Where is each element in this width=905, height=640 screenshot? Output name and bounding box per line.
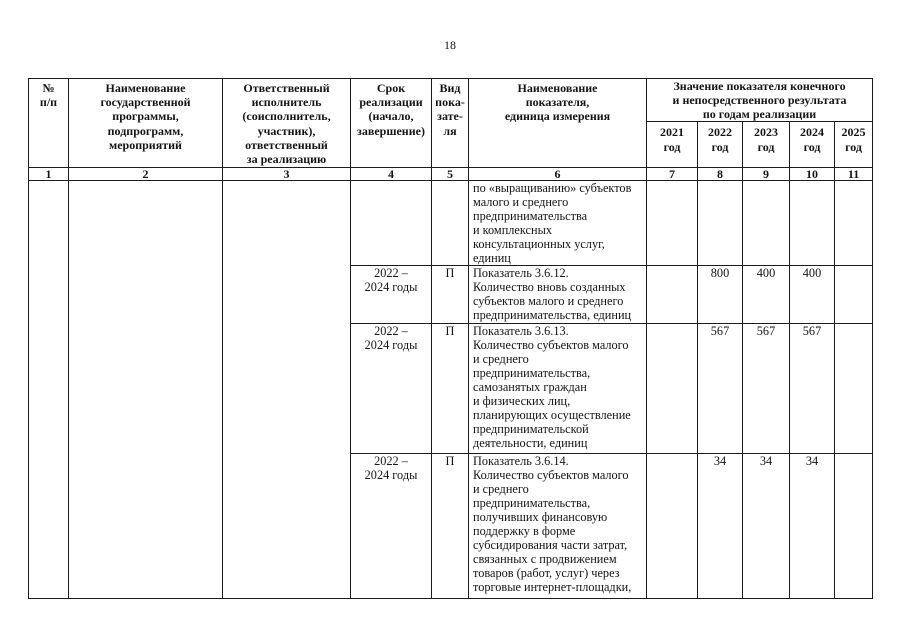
header-responsible-executor: Ответственный исполнитель (соисполнитель, участник), ответственный за реализацию — [223, 79, 351, 168]
column-number: 8 — [698, 168, 743, 181]
header-year-cell: 2025 год — [835, 122, 873, 168]
cell-indicator-type: П — [432, 324, 469, 454]
header-year-cell: 2023 год — [743, 122, 790, 168]
cell-value-year: 34 — [698, 454, 743, 599]
column-number: 10 — [790, 168, 835, 181]
cell-value-year — [743, 181, 790, 266]
cell-value-year: 400 — [790, 266, 835, 324]
header-implementation-period: Срок реализации (начало, завершение) — [351, 79, 432, 168]
column-number: 3 — [223, 168, 351, 181]
cell-indicator-name: Показатель 3.6.13. Количество субъектов малого и среднего предпринимательства, самозанятых граждан и физических лиц, планирующих осуществление предпринимательской деятельности, единиц — [469, 324, 647, 454]
cell-indicator-name: Показатель 3.6.14. Количество субъектов малого и среднего предпринимательства, получивших финансовую поддержку в форме субсидирования части затрат, связанных с продвижением товаров (работ, услуг) через торговые интернет-площадки, — [469, 454, 647, 599]
cell-value-year: 34 — [790, 454, 835, 599]
table-row — [29, 181, 873, 266]
cell-value-year — [647, 454, 698, 599]
cell-program-name — [69, 181, 223, 599]
column-number: 2 — [69, 168, 223, 181]
cell-implementation-period — [351, 181, 432, 266]
column-number: 4 — [351, 168, 432, 181]
cell-value-year — [698, 181, 743, 266]
column-numbers-row — [29, 168, 873, 181]
cell-value-year — [647, 266, 698, 324]
cell-value-year: 400 — [743, 266, 790, 324]
cell-value-year — [647, 324, 698, 454]
header-indicator-name: Наименование показателя, единица измерения — [469, 79, 647, 168]
column-number: 7 — [647, 168, 698, 181]
header-year-cell: 2024 год — [790, 122, 835, 168]
cell-implementation-period: 2022 – 2024 годы — [351, 266, 432, 324]
cell-value-year — [835, 324, 873, 454]
header-year-cell: 2022 год — [698, 122, 743, 168]
cell-responsible-executor — [223, 181, 351, 599]
cell-indicator-name: Показатель 3.6.12. Количество вновь созданных субъектов малого и среднего предпринимательства, единиц — [469, 266, 647, 324]
cell-indicator-type: П — [432, 454, 469, 599]
cell-value-year — [790, 181, 835, 266]
cell-value-year — [835, 266, 873, 324]
cell-indicator-type — [432, 181, 469, 266]
cell-indicator-type: П — [432, 266, 469, 324]
cell-indicator-name: по «выращиванию» субъектов малого и среднего предпринимательства и комплексных консультационных услуг, единиц — [469, 181, 647, 266]
header-indicator-type: Вид пока- зате- ля — [432, 79, 469, 168]
column-number: 9 — [743, 168, 790, 181]
cell-value-year: 34 — [743, 454, 790, 599]
cell-implementation-period: 2022 – 2024 годы — [351, 454, 432, 599]
header-program-name: Наименование государственной программы, подпрограмм, мероприятий — [69, 79, 223, 168]
column-number: 11 — [835, 168, 873, 181]
cell-row-number — [29, 181, 69, 599]
header-indicator-values-by-year: Значение показателя конечного и непосредственного результата по годам реализации — [647, 79, 873, 122]
cell-value-year: 567 — [743, 324, 790, 454]
page-number: 18 — [444, 38, 456, 52]
header-row-number: № п/п — [29, 79, 69, 168]
header-row — [29, 79, 873, 122]
cell-value-year — [647, 181, 698, 266]
column-number: 5 — [432, 168, 469, 181]
cell-value-year: 567 — [790, 324, 835, 454]
cell-value-year: 567 — [698, 324, 743, 454]
cell-value-year — [835, 454, 873, 599]
column-number: 1 — [29, 168, 69, 181]
cell-value-year — [835, 181, 873, 266]
indicators-table — [28, 78, 873, 599]
cell-implementation-period: 2022 – 2024 годы — [351, 324, 432, 454]
header-year-cell: 2021 год — [647, 122, 698, 168]
cell-value-year: 800 — [698, 266, 743, 324]
column-number: 6 — [469, 168, 647, 181]
